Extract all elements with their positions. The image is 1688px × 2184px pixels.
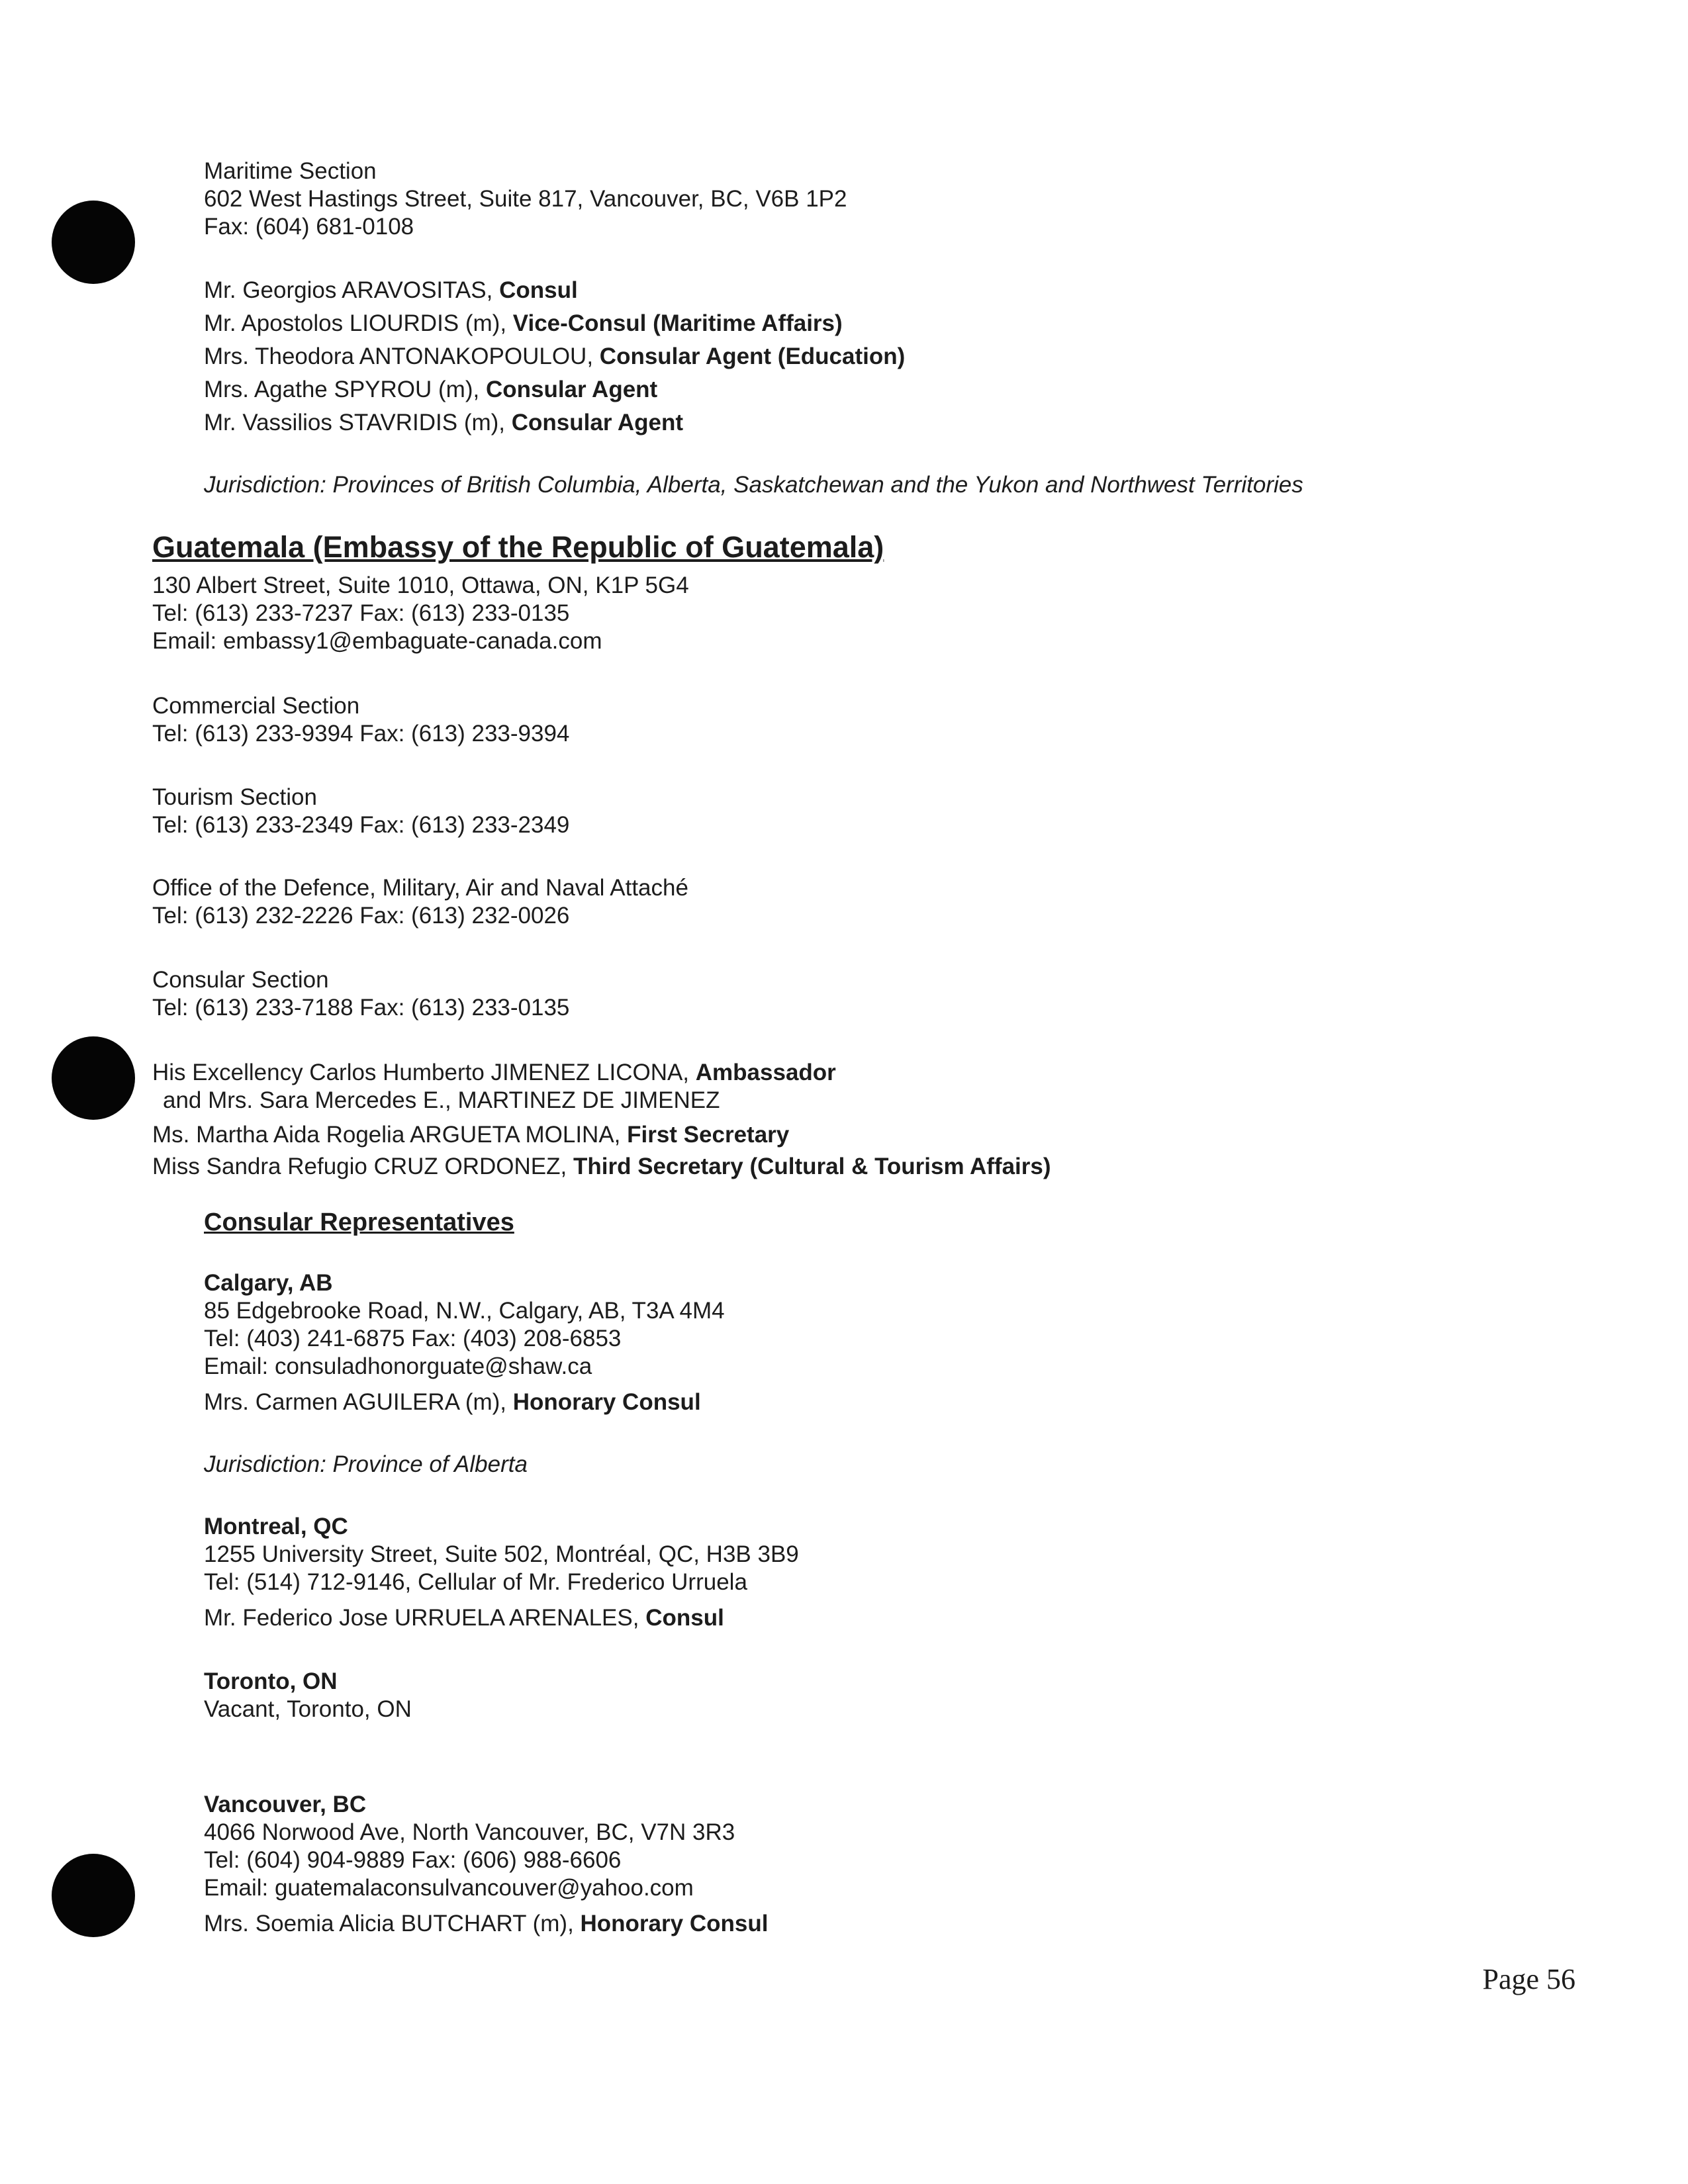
section-name: Tourism Section [152,784,317,810]
ambassador-entry [152,1059,836,1087]
staff-entry [204,343,905,371]
montreal-consul [204,1604,724,1632]
staff-name: Mr. Vassilios STAVRIDIS (m), [204,410,512,435]
maritime-section-title: Maritime Section [204,158,377,184]
staff-entry [204,277,578,304]
maritime-jurisdiction: Jurisdiction: Provinces of British Columbia, Alberta, Saskatchewan and the Yukon and Northwest Territories [204,472,1303,498]
punch-hole-top [52,201,135,284]
staff-title: First Secretary [627,1122,790,1148]
city-heading-montreal: Montreal, QC [204,1514,348,1539]
calgary-jurisdiction: Jurisdiction: Province of Alberta [204,1451,528,1477]
calgary-email: Email: consuladhonorguate@shaw.ca [204,1353,592,1379]
embassy-email: Email: embassy1@embaguate-canada.com [152,628,602,654]
staff-entry [204,310,843,338]
staff-title: Vice-Consul (Maritime Affairs) [512,310,843,336]
staff-title: Consular Agent [511,410,684,435]
calgary-tel-fax: Tel: (403) 241-6875 Fax: (403) 208-6853 [204,1326,622,1351]
city-heading-toronto: Toronto, ON [204,1668,338,1694]
punch-hole-middle [52,1036,135,1120]
calgary-consul [204,1388,701,1416]
section-name: Office of the Defence, Military, Air and Naval Attaché [152,875,688,901]
maritime-address: 602 West Hastings Street, Suite 817, Vancouver, BC, V6B 1P2 [204,186,847,212]
city-heading-vancouver: Vancouver, BC [204,1792,367,1817]
calgary-address: 85 Edgebrooke Road, N.W., Calgary, AB, T3A 4M4 [204,1298,725,1324]
staff-name: Miss Sandra Refugio CRUZ ORDONEZ, [152,1154,573,1179]
staff-entry [152,1153,1051,1181]
staff-title: Consular Agent [485,377,658,402]
country-heading: Guatemala (Embassy of the Republic of Guatemala) [152,530,884,564]
consular-representatives-heading: Consular Representatives [204,1208,514,1236]
staff-title: Third Secretary (Cultural & Tourism Affairs) [573,1154,1051,1179]
maritime-fax: Fax: (604) 681-0108 [204,214,414,240]
page-number: Page 56 [1482,1963,1575,1995]
staff-entry [204,376,657,404]
section-contact: Tel: (613) 232-2226 Fax: (613) 232-0026 [152,903,570,929]
vancouver-address: 4066 Norwood Ave, North Vancouver, BC, V7N 3R3 [204,1819,735,1845]
section-contact: Tel: (613) 233-7188 Fax: (613) 233-0135 [152,995,570,1021]
consul-title: Honorary Consul [512,1389,701,1415]
staff-entry [204,409,683,437]
ambassador-name: His Excellency Carlos Humberto JIMENEZ LICONA, [152,1060,696,1085]
city-heading-calgary: Calgary, AB [204,1270,333,1296]
embassy-address: 130 Albert Street, Suite 1010, Ottawa, ON, K1P 5G4 [152,572,689,598]
toronto-note: Vacant, Toronto, ON [204,1696,412,1722]
staff-name: Mr. Apostolos LIOURDIS (m), [204,310,513,336]
staff-title: Consul [499,277,578,303]
staff-name: Mr. Georgios ARAVOSITAS, [204,277,500,303]
staff-title: Consular Agent (Education) [599,343,906,369]
consul-name: Mr. Federico Jose URRUELA ARENALES, [204,1605,646,1631]
section-contact: Tel: (613) 233-9394 Fax: (613) 233-9394 [152,721,570,747]
vancouver-consul [204,1910,768,1938]
consul-name: Mrs. Soemia Alicia BUTCHART (m), [204,1911,581,1936]
punch-hole-bottom [52,1854,135,1937]
montreal-address: 1255 University Street, Suite 502, Montréal, QC, H3B 3B9 [204,1541,799,1567]
staff-name: Mrs. Agathe SPYROU (m), [204,377,486,402]
section-name: Consular Section [152,967,329,993]
vancouver-email: Email: guatemalaconsulvancouver@yahoo.com [204,1875,694,1901]
section-contact: Tel: (613) 233-2349 Fax: (613) 233-2349 [152,812,570,838]
staff-entry [152,1121,789,1149]
ambassador-title: Ambassador [695,1060,836,1085]
section-name: Commercial Section [152,693,360,719]
embassy-tel-fax: Tel: (613) 233-7237 Fax: (613) 233-0135 [152,600,570,626]
consul-title: Consul [645,1605,724,1631]
staff-name: Ms. Martha Aida Rogelia ARGUETA MOLINA, [152,1122,628,1148]
staff-name: Mrs. Theodora ANTONAKOPOULOU, [204,343,600,369]
montreal-tel: Tel: (514) 712-9146, Cellular of Mr. Frederico Urruela [204,1569,747,1595]
ambassador-spouse: and Mrs. Sara Mercedes E., MARTINEZ DE JIMENEZ [163,1087,720,1113]
vancouver-tel-fax: Tel: (604) 904-9889 Fax: (606) 988-6606 [204,1847,622,1873]
consul-name: Mrs. Carmen AGUILERA (m), [204,1389,513,1415]
consul-title: Honorary Consul [580,1911,769,1936]
